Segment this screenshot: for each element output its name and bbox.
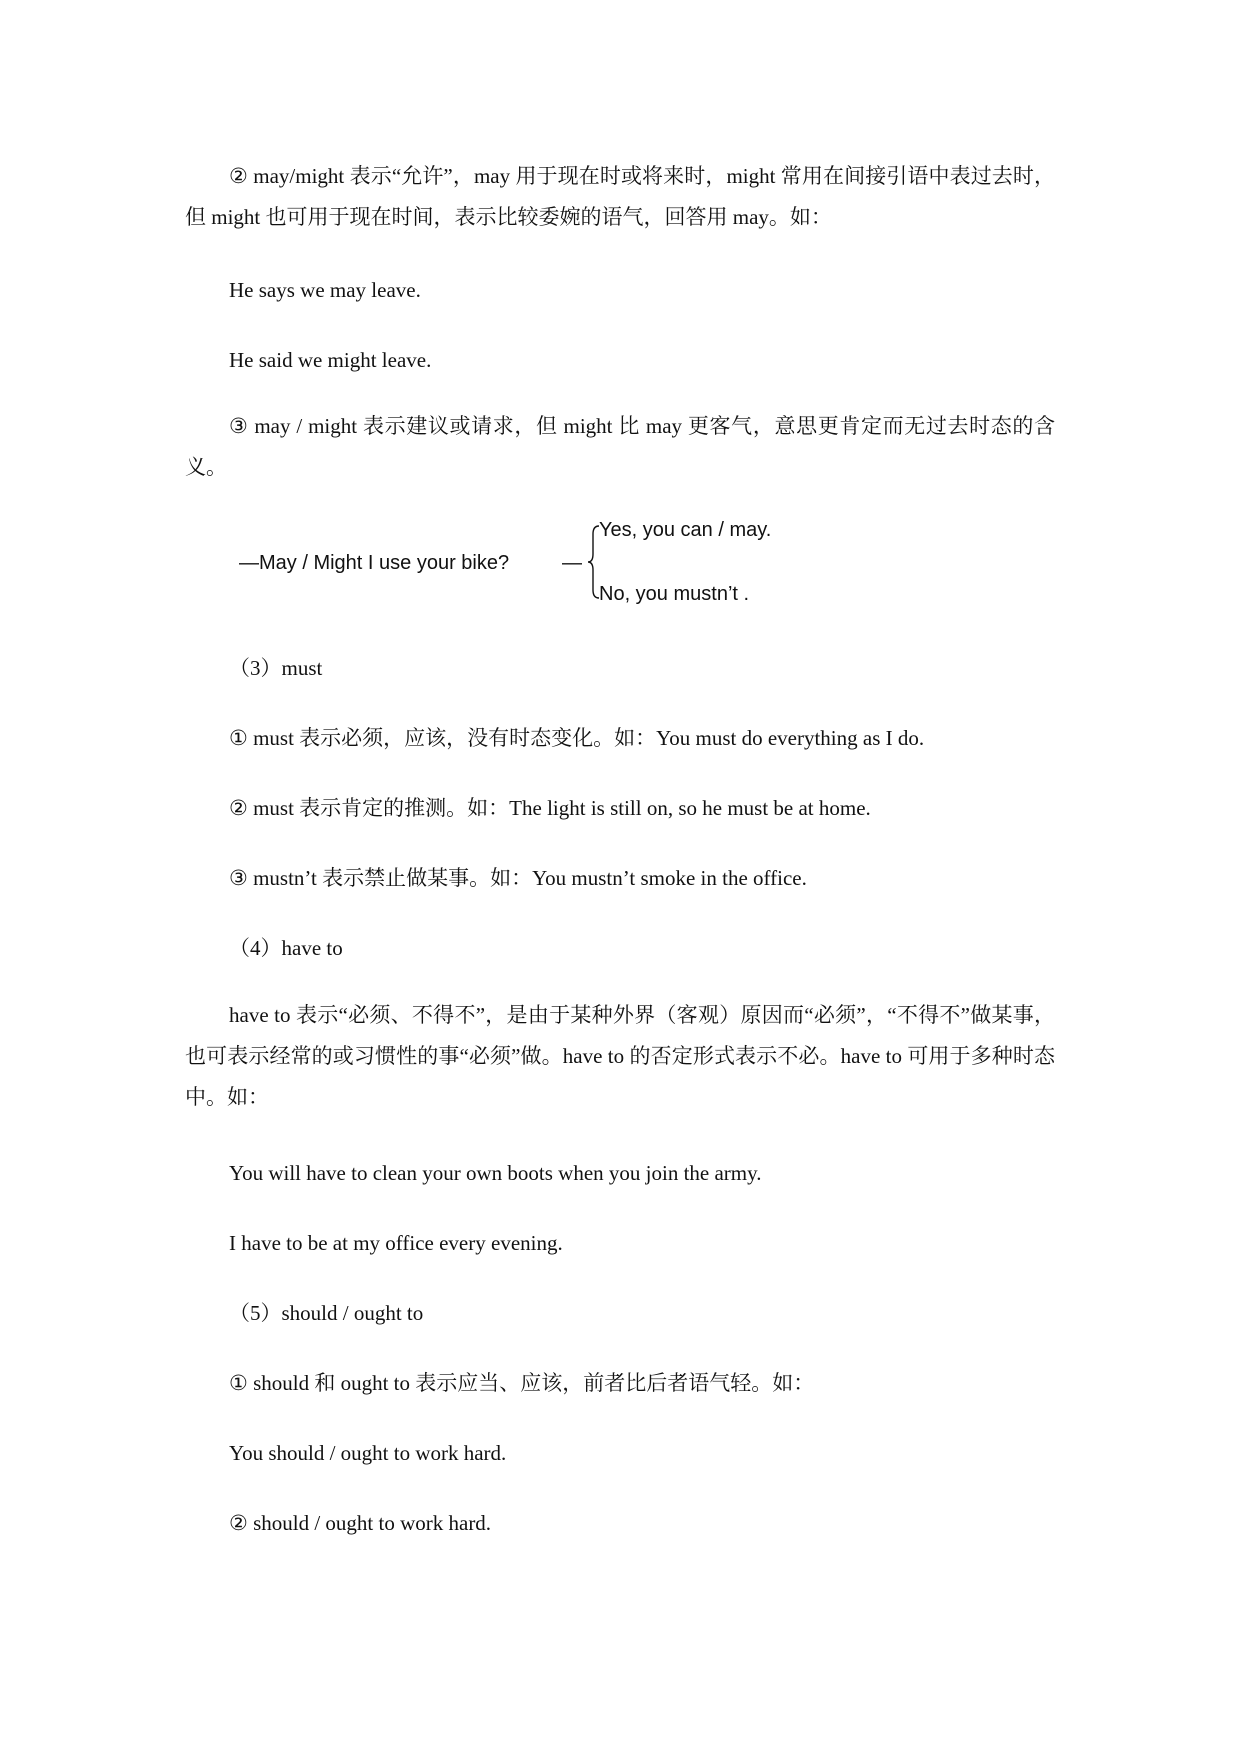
example-sentence: He says we may leave. [229, 278, 421, 302]
list-item-should: ② should / ought to work hard. [229, 1511, 492, 1535]
list-item-must: ③ mustn’t 表示禁止做某事。如：You mustn’t smoke in the office. [229, 866, 807, 890]
dialog-answer-yes: Yes, you can / may. [599, 519, 772, 541]
example-sentence: I have to be at my office every evening. [229, 1231, 563, 1255]
example-sentence: You will have to clean your own boots when you join the army. [229, 1161, 762, 1185]
dialog-dash: — [562, 552, 582, 574]
example-sentence: He said we might leave. [229, 348, 432, 372]
dialog-question: —May / Might I use your bike? [239, 552, 510, 574]
section-heading-have-to: （4）have to [229, 936, 343, 960]
paragraph-may-might-permission: ② may/might 表示“允许”，may 用于现在时或将来时，might 常用在间接引语中表过去时，但 might 也可用于现在时间，表示比较委婉的语气，回答用 may。如： [185, 164, 1055, 229]
section-heading-must: （3）must [229, 656, 323, 680]
list-item-must: ① must 表示必须，应该，没有时态变化。如：You must do everything as I do. [229, 726, 925, 750]
section-heading-should: （5）should / ought to [229, 1301, 424, 1325]
paragraph-may-might-request: ③ may / might 表示建议或请求，但 might 比 may 更客气，意思更肯定而无过去时态的含义。 [185, 414, 1055, 479]
example-sentence: You should / ought to work hard. [229, 1441, 507, 1465]
list-item-must: ② must 表示肯定的推测。如：The light is still on, so he must be at home. [229, 796, 871, 820]
dialog-answer-no: No, you mustn’t . [599, 583, 750, 605]
list-item-should: ① should 和 ought to 表示应当、应该，前者比后者语气轻。如： [229, 1371, 815, 1395]
paragraph-have-to: have to 表示“必须、不得不”，是由于某种外界（客观）原因而“必须”，“不得不”做某事，也可表示经常的或习惯性的事“必须”做。have to 的否定形式表示不必。have to 可用于多种时态中。如： [185, 1003, 1055, 1109]
